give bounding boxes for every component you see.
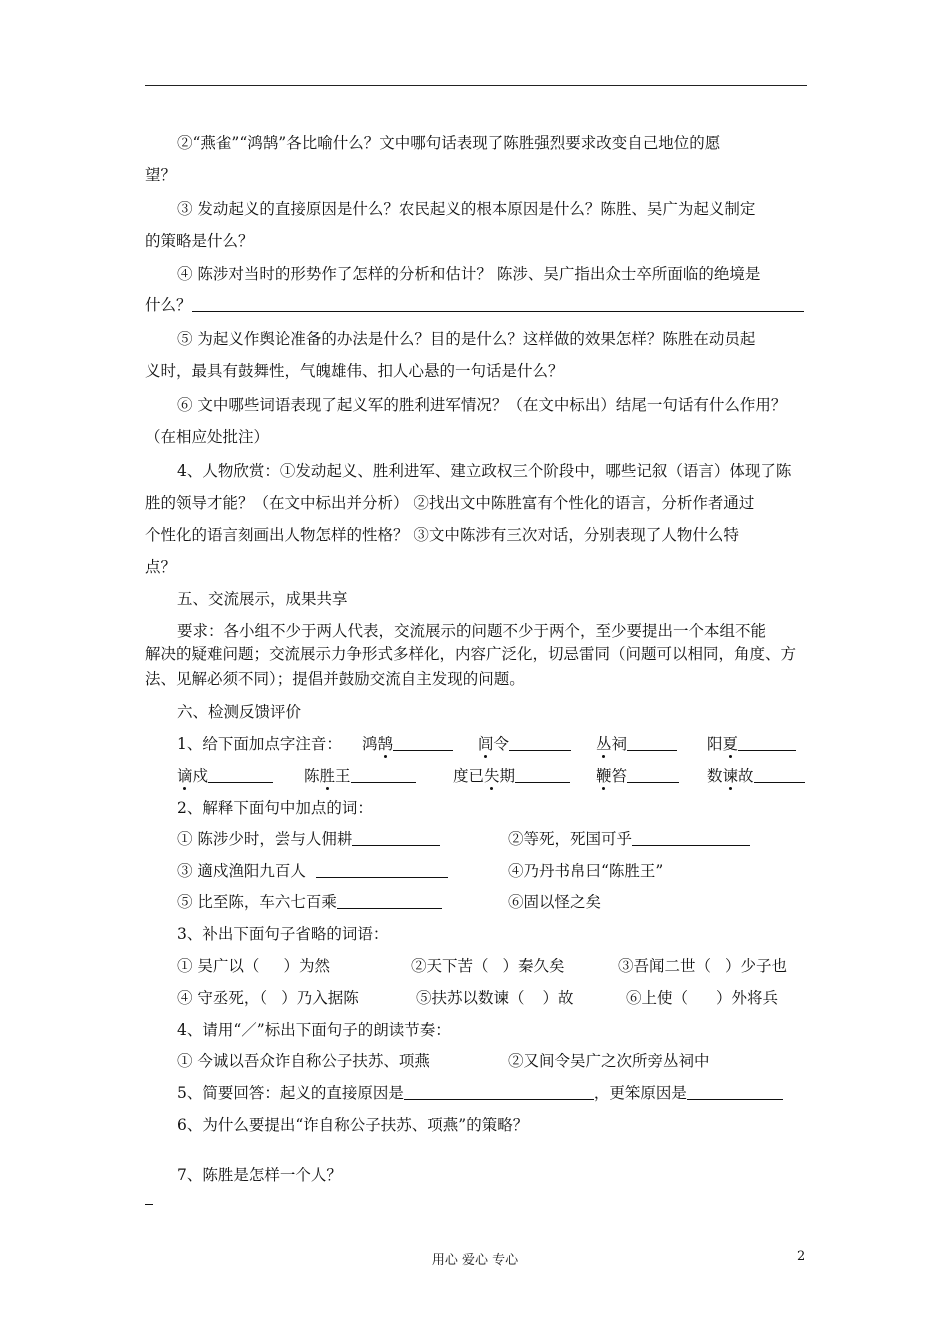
e2-item: ⑤ 比至陈，车六七百乘: [177, 892, 442, 912]
pinyin-item: 谪戍: [177, 766, 273, 786]
pinyin-item: 阳夏: [707, 734, 796, 754]
answer-blank[interactable]: [351, 766, 416, 783]
answer-blank[interactable]: [738, 734, 796, 751]
e7-line: 7、陈胜是怎样一个人？: [177, 1166, 342, 1184]
header-rule: [145, 85, 807, 86]
e3-item: ⑥上使（ ）外将兵: [626, 989, 779, 1007]
e3-item: ②天下苦（ ）秦久矣: [411, 957, 565, 975]
e4-item: ① 今诚以吾众诈自称公子扶苏、项燕: [177, 1052, 430, 1070]
q3-line1: ③ 发动起义的直接原因是什么？农民起义的根本原因是什么？陈胜、吴广为起义制定: [177, 200, 756, 218]
q6-line1: ⑥ 文中哪些词语表现了起义军的胜利进军情况？（在文中标出）结尾一句话有什么作用？: [177, 396, 787, 414]
e2-item: ③ 適戍渔阳九百人: [177, 861, 448, 881]
q3-line2: 的策略是什么？: [145, 232, 254, 250]
e2-item: ① 陈涉少时，尝与人佣耕: [177, 829, 440, 849]
answer-blank[interactable]: [515, 766, 570, 783]
e3-item: ① 吴广以（ ）为然: [177, 957, 330, 975]
answer-blank[interactable]: [509, 734, 571, 751]
e5-line: 5、简要回答：起义的直接原因是 ，更笨原因是: [177, 1083, 783, 1103]
section-6-heading: 六、检测反馈评价: [177, 703, 302, 721]
page-footer: 用心 爱心 专心: [431, 1253, 519, 1268]
answer-blank[interactable]: [627, 734, 677, 751]
answer-blank[interactable]: [337, 892, 442, 909]
e3-item: ④ 守丞死，（ ）乃入据陈: [177, 989, 359, 1007]
q6-line2: （在相应处批注）: [145, 428, 270, 446]
pinyin-item: 丛祠: [596, 734, 677, 754]
e3-title: 3、补出下面句子省略的词语：: [177, 925, 389, 943]
answer-blank[interactable]: [192, 295, 804, 312]
e2-item: ②等死，死国可乎: [508, 829, 750, 849]
s4-line3: 个性化的语言刻画出人物怎样的性格？ ③文中陈涉有三次对话，分别表现了人物什么特: [145, 526, 739, 544]
pinyin-item: 闾令: [478, 734, 571, 754]
q2-line1: ②“燕雀”“鸿鹄”各比喻什么？文中哪句话表现了陈胜强烈要求改变自己地位的愿: [177, 134, 721, 152]
s5-line3: 法、见解必须不同）；提倡并鼓励交流自主发现的问题。: [145, 670, 525, 688]
answer-blank[interactable]: [316, 861, 448, 878]
s4-line1: 4、人物欣赏：①发动起义、胜利进军、建立政权三个阶段中，哪些记叙（语言）体现了陈: [177, 462, 792, 480]
page-number: 2: [797, 1249, 806, 1264]
e2-item: ④乃丹书帛曰“陈胜王”: [508, 862, 664, 880]
e6-line: 6、为什么要提出“诈自称公子扶苏、项燕”的策略？: [177, 1116, 529, 1134]
q4-line2: 什么？: [145, 295, 807, 315]
answer-blank[interactable]: [687, 1083, 783, 1100]
answer-blank[interactable]: [632, 829, 750, 846]
pinyin-item: 鸿鹄: [362, 734, 453, 754]
e3-item: ⑤扶苏以数谏（ ）故: [416, 989, 574, 1007]
answer-blank[interactable]: [393, 734, 453, 751]
pinyin-item: 度已失期: [453, 766, 570, 786]
q5-line1: ⑤ 为起义作舆论准备的办法是什么？目的是什么？这样做的效果怎样？陈胜在动员起: [177, 330, 756, 348]
q4-line1: ④ 陈涉对当时的形势作了怎样的分析和估计？ 陈涉、吴广指出众士卒所面临的绝境是: [177, 265, 761, 283]
pinyin-item: 数谏故: [707, 766, 805, 786]
section-5-heading: 五、交流展示，成果共享: [177, 590, 348, 608]
e4-item: ②又间令吴广之次所旁丛祠中: [508, 1052, 710, 1070]
answer-blank[interactable]: [404, 1083, 594, 1100]
e2-item: ⑥固以怪之矣: [508, 893, 602, 911]
e4-title: 4、请用“／”标出下面句子的朗读节奏：: [177, 1021, 451, 1039]
s4-line2: 胜的领导才能？（在文中标出并分析） ②找出文中陈胜富有个性化的语言，分析作者通过: [145, 494, 755, 512]
answer-blank[interactable]: [627, 766, 679, 783]
s4-line4: 点？: [145, 558, 177, 576]
answer-blank[interactable]: [352, 829, 440, 846]
answer-blank[interactable]: [754, 766, 805, 783]
pinyin-item: 鞭笞: [596, 766, 679, 786]
q5-line2: 义时，最具有鼓舞性，气魄雄伟、扣人心悬的一句话是什么？: [145, 362, 564, 380]
pinyin-item: 陈胜王: [304, 766, 416, 786]
e1-title: 1、给下面加点字注音：: [177, 735, 342, 753]
e3-item: ③吾闻二世（ ）少子也: [618, 957, 788, 975]
s5-line1: 要求：各小组不少于两人代表，交流展示的问题不少于两个，至少要提出一个本组不能: [177, 622, 767, 640]
stray-mark: [145, 1204, 153, 1205]
q2-line2: 望？: [145, 166, 177, 184]
s5-line2: 解决的疑难问题；交流展示力争形式多样化，内容广泛化，切忌雷同（问题可以相同，角度、方: [145, 645, 797, 663]
answer-blank[interactable]: [208, 766, 273, 783]
e2-title: 2、解释下面句中加点的词：: [177, 799, 373, 817]
